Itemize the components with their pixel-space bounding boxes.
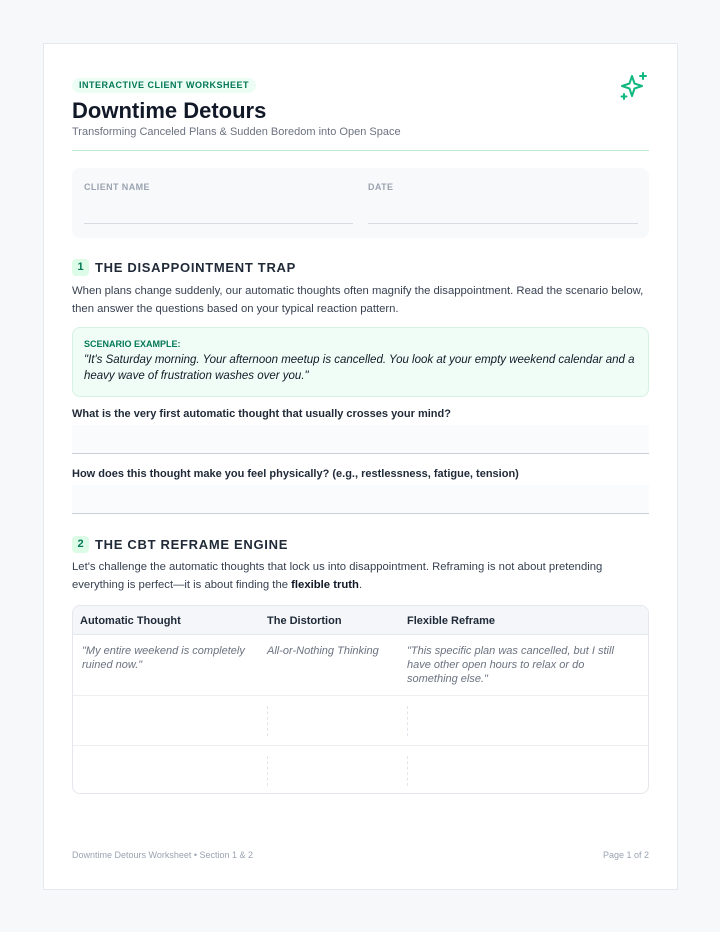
table-row [73,635,648,696]
section-2-intro-emphasis: flexible truth [291,579,359,591]
section-2-title: THE CBT REFRAME ENGINE [95,536,289,552]
reframe-table [72,605,649,794]
worksheet-page [43,43,678,890]
table-cell-automatic-thought: "My entire weekend is completely ruined now." [82,645,245,671]
question-2: How does this thought make you feel physically? (e.g., restlessness, fatigue, tension) [72,468,519,480]
column-divider [407,756,408,786]
section-2-intro [72,558,649,594]
page-subtitle: Transforming Canceled Plans & Sudden Boredom into Open Space [72,126,401,138]
sparkles-icon [619,71,649,101]
date-field[interactable] [368,223,638,224]
section-2-number: 2 [72,536,89,553]
section-1-number: 1 [72,259,89,276]
client-name-label: CLIENT NAME [84,182,150,192]
header-divider [72,150,649,151]
section-1-title: THE DISAPPOINTMENT TRAP [95,259,296,275]
footer-page-number: Page 1 of 2 [602,850,649,860]
client-name-field[interactable] [84,223,353,224]
answer-1-field[interactable] [72,425,649,454]
section-1-header [72,258,296,276]
scenario-box [72,327,649,397]
table-cell-flexible-reframe: "This specific plan was cancelled, but I still have other open hours to relax or do something else." [407,645,614,685]
footer-left: Downtime Detours Worksheet • Section 1 & 2 [72,850,254,860]
question-1: What is the very first automatic thought that usually crosses your mind? [72,408,451,420]
column-divider [267,706,268,736]
column-divider [267,756,268,786]
table-header-row [73,606,648,635]
answer-2-field[interactable] [72,485,649,514]
section-2-intro-text: Let's challenge the automatic thoughts that lock us into disappointment. Reframing is not about pretending everything is perfect—it is about finding the [72,561,603,591]
date-label: DATE [368,182,394,192]
section-1-intro: When plans change suddenly, our automatic thoughts often magnify the disappointment. Read the scenario below, then answer the questions based on your typical reaction pattern. [72,285,644,315]
table-row [73,746,648,794]
section-2-intro-end: . [358,579,363,591]
table-header-automatic-thought: Automatic Thought [80,615,181,627]
table-header-distortion: The Distortion [267,615,342,627]
section-2-header [72,535,288,553]
client-info-box [72,168,649,238]
column-divider [407,706,408,736]
table-header-flexible-reframe: Flexible Reframe [407,615,496,627]
scenario-label: SCENARIO EXAMPLE: [84,339,181,349]
worksheet-eyebrow-badge: INTERACTIVE CLIENT WORKSHEET [72,78,256,93]
table-row [73,696,648,746]
table-cell-distortion: All-or-Nothing Thinking [267,645,379,657]
page-title: Downtime Detours [72,98,267,123]
scenario-text: "It's Saturday morning. Your afternoon meetup is cancelled. You look at your empty weekend calendar and a heavy wave of frustration washes over you." [84,354,635,382]
